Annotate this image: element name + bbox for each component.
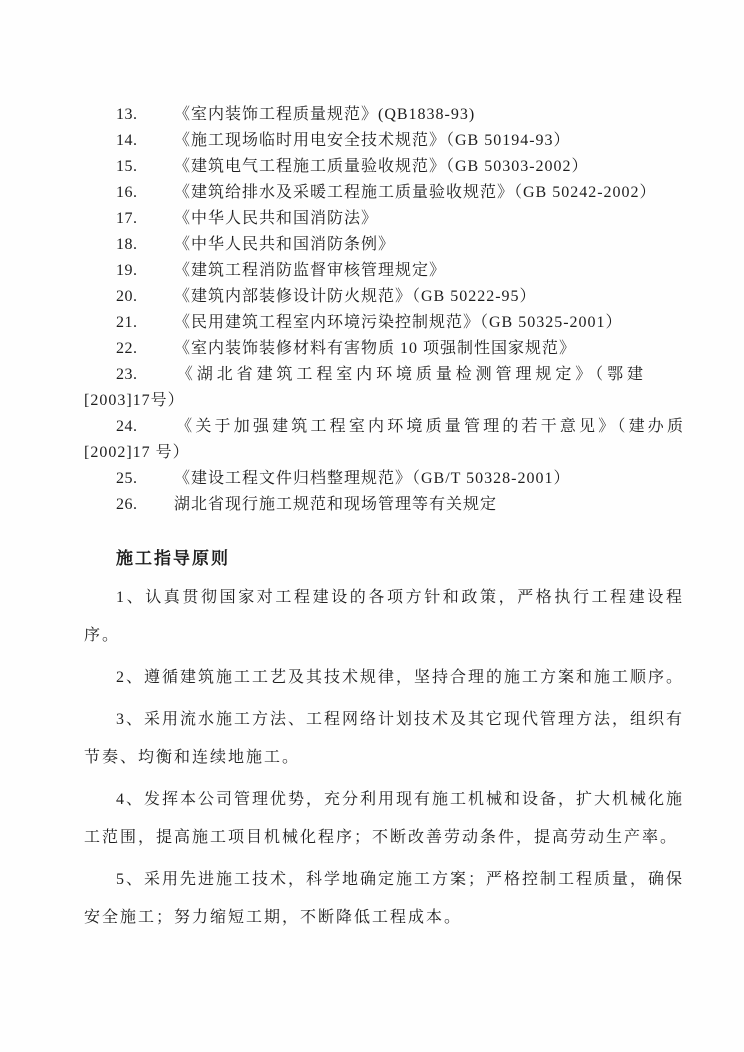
list-item bbox=[84, 102, 684, 128]
list-item-text: 《室内装饰装修材料有害物质 10 项强制性国家规范》 bbox=[174, 340, 577, 357]
list-item bbox=[84, 414, 684, 466]
list-item-number: 23. bbox=[116, 366, 138, 383]
list-item-text: 《室内装饰工程质量规范》(QB1838-93) bbox=[174, 106, 476, 123]
list-item-text: 《建筑工程消防监督审核管理规定》 bbox=[174, 262, 447, 279]
list-item-number: 14. bbox=[116, 132, 138, 149]
list-item bbox=[84, 362, 684, 414]
list-item-text: 《中华人民共和国消防法》 bbox=[174, 210, 379, 227]
list-item bbox=[84, 232, 684, 258]
list-item bbox=[84, 466, 684, 492]
page-content bbox=[84, 102, 684, 937]
list-item-text: 《建筑内部装修设计防火规范》（GB 50222-95） bbox=[174, 288, 537, 305]
list-item-number: 13. bbox=[116, 106, 138, 123]
list-item-text: 湖北省现行施工规范和现场管理等有关规定 bbox=[174, 496, 498, 513]
list-item-number: 15. bbox=[116, 158, 138, 175]
paragraph: 1、认真贯彻国家对工程建设的各项方针和政策，严格执行工程建设程序。 bbox=[84, 589, 684, 644]
list-item bbox=[84, 310, 684, 336]
paragraph: 2、遵循建筑施工工艺及其技术规律，坚持合理的施工方案和施工顺序。 bbox=[116, 669, 685, 686]
list-item-text: 《中华人民共和国消防条例》 bbox=[174, 236, 396, 253]
list-item-text: 《施工现场临时用电安全技术规范》（GB 50194-93） bbox=[174, 132, 571, 149]
paragraph: 4、发挥本公司管理优势，充分利用现有施工机械和设备，扩大机械化施工范围，提高施工项目机械化程序；不断改善劳动条件，提高劳动生产率。 bbox=[84, 791, 685, 846]
list-item-number: 26. bbox=[116, 496, 138, 513]
list-item-number: 22. bbox=[116, 340, 138, 357]
list-item-number: 21. bbox=[116, 314, 138, 331]
list-item-text: 《建设工程文件归档整理规范》（GB/T 50328-2001） bbox=[174, 470, 571, 487]
reference-list bbox=[84, 102, 684, 519]
paragraph: 5、采用先进施工技术，科学地确定施工方案；严格控制工程质量，确保安全施工；努力缩短工期，不断降低工程成本。 bbox=[84, 871, 685, 926]
list-item bbox=[84, 284, 684, 310]
list-item-number: 19. bbox=[116, 262, 138, 279]
list-item-number: 17. bbox=[116, 210, 138, 227]
list-item-number: 25. bbox=[116, 470, 138, 487]
section-heading: 施工指导原则 bbox=[116, 549, 230, 568]
list-item-number: 24. bbox=[116, 418, 138, 435]
list-item bbox=[84, 180, 684, 206]
list-item-number: 16. bbox=[116, 184, 138, 201]
list-item-number: 18. bbox=[116, 236, 138, 253]
list-item bbox=[84, 258, 684, 284]
list-item-text: 《民用建筑工程室内环境污染控制规范》（GB 50325-2001） bbox=[174, 314, 623, 331]
list-item bbox=[84, 336, 684, 362]
list-item-number: 20. bbox=[116, 288, 138, 305]
paragraph: 3、采用流水施工方法、工程网络计划技术及其它现代管理方法，组织有节奏、均衡和连续地施工。 bbox=[84, 711, 685, 766]
list-item bbox=[84, 128, 684, 154]
list-item-text: 《建筑电气工程施工质量验收规范》（GB 50303-2002） bbox=[174, 158, 589, 175]
guideline-paragraphs bbox=[84, 579, 684, 937]
list-item-text: 《湖北省建筑工程室内环境质量检测管理规定》（鄂建[2003]17号） bbox=[84, 366, 644, 409]
list-item bbox=[84, 492, 684, 518]
list-item bbox=[84, 154, 684, 180]
list-item-text: 《关于加强建筑工程室内环境质量管理的若干意见》（建办质[2002]17 号） bbox=[84, 418, 684, 461]
list-item bbox=[84, 206, 684, 232]
list-item-text: 《建筑给排水及采暖工程施工质量验收规范》（GB 50242-2002） bbox=[174, 184, 657, 201]
